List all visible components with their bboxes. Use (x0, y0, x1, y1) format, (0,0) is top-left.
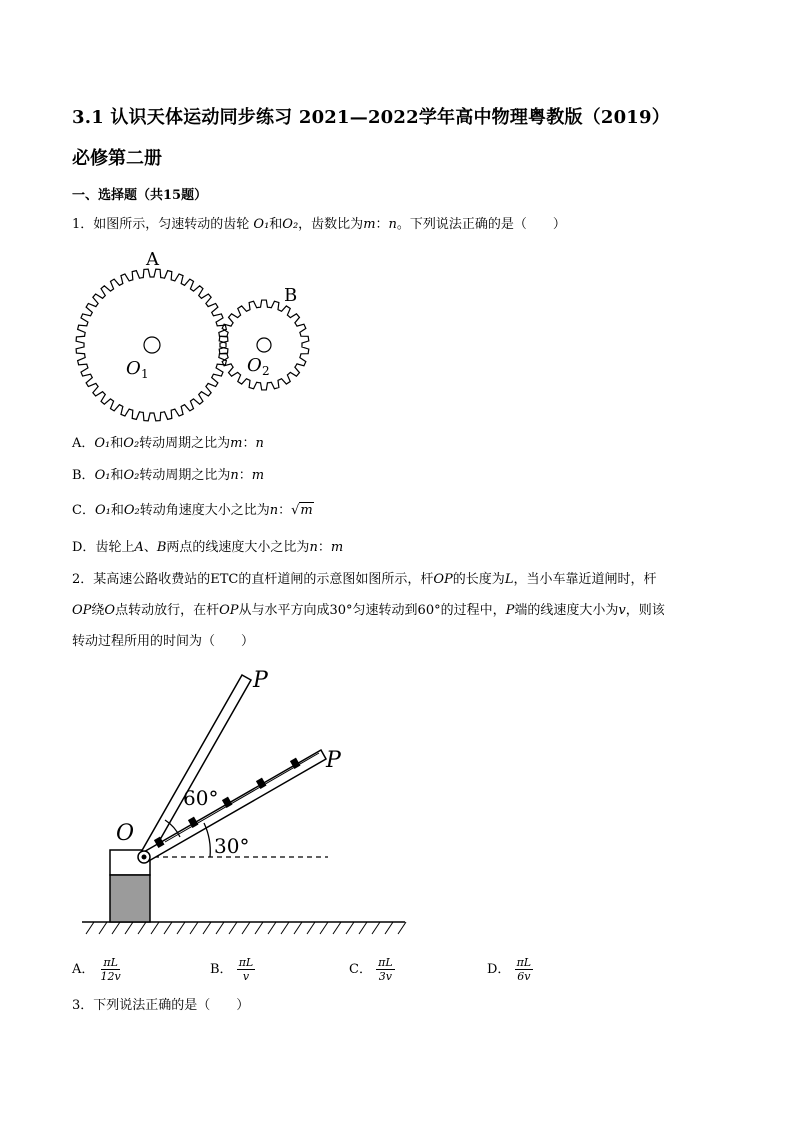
q2-op: OP (433, 572, 453, 587)
question-2-line-2 (72, 600, 665, 622)
q2-text-d: 端的线速度大小为 (514, 603, 619, 618)
q2-P: P (505, 603, 515, 618)
label-o: O (116, 821, 135, 846)
q2-v: v (618, 603, 626, 618)
fraction (237, 956, 256, 983)
opt-text-2: 两点的线速度大小之比为 (166, 540, 310, 555)
q1-o2: O₂ (282, 217, 299, 232)
q1-colon: ： (375, 217, 389, 232)
denominator: 3v (378, 970, 392, 983)
option-letter: C． (72, 503, 95, 518)
q1-option-c[interactable] (72, 501, 314, 521)
numerator: πL (238, 956, 254, 969)
fraction (376, 956, 395, 983)
q2-text-b: 的长度为 (452, 572, 505, 587)
opt-text: 转动角速度大小之比为 (139, 503, 270, 518)
q2-L: L (504, 572, 514, 587)
option-letter: C． (349, 962, 372, 977)
o2-label: O (247, 355, 262, 376)
label-60-degrees: 60° (183, 786, 219, 810)
q2-text: 2．某高速公路收费站的ETC的直杆道闸的示意图如图所示，杆 (72, 572, 434, 587)
opt-colon: ： (242, 436, 256, 451)
opt-and: 和 (110, 468, 124, 483)
numerator: πL (103, 956, 118, 969)
option-letter: D． (72, 540, 96, 555)
question-3: 3．下列说法正确的是（ ） (72, 998, 250, 1013)
numerator: πL (378, 956, 393, 969)
q2-op: OP (219, 603, 239, 618)
opt-text: 齿轮上 (95, 540, 135, 555)
opt-text: 转动周期之比为 (139, 436, 231, 451)
label-p-top: P (253, 668, 268, 693)
q1-mid: ，齿数比为 (298, 217, 364, 232)
gear-a-hub (144, 337, 160, 353)
opt-r2: m (330, 540, 344, 555)
opt-r2: m (300, 503, 313, 518)
ground-hatching (86, 922, 406, 934)
denominator: 12v (100, 970, 121, 983)
q2-text-b: 点转动放行，在杆 (115, 603, 220, 618)
q2-option-c[interactable] (349, 956, 395, 983)
option-letter: A． (72, 962, 95, 977)
gate-post-base (110, 875, 150, 922)
label-30-degrees: 30° (214, 834, 250, 858)
q2-option-d[interactable] (487, 956, 533, 983)
opt-colon: ： (317, 540, 331, 555)
opt-and: 和 (110, 503, 124, 518)
q1-text: 1．如图所示，匀速转动的齿轮 (72, 217, 254, 232)
gear-a-label: A (146, 249, 159, 270)
q1-option-b[interactable] (72, 466, 264, 486)
opt-r1: m (230, 436, 243, 451)
opt-colon: ： (238, 468, 252, 483)
gears-figure (70, 245, 330, 430)
opt-text: 转动周期之比为 (139, 468, 231, 483)
page-title: 3.1 认识天体运动同步练习 2021—2022学年高中物理粤教版（2019） (72, 107, 670, 128)
opt-colon: ： (278, 503, 292, 518)
q2-text: 绕 (91, 603, 105, 618)
opt-o1: O₁ (94, 436, 111, 451)
q2-option-a[interactable] (72, 956, 123, 983)
section-heading: 一、选择题（共15题） (72, 188, 208, 203)
opt-and: 和 (110, 436, 124, 451)
gear-b-label: B (284, 285, 298, 306)
numerator: πL (516, 956, 532, 969)
fraction (515, 956, 534, 983)
q1-suffix: 。下列说法正确的是（ ） (396, 217, 566, 232)
q2-text-c: ，当小车靠近道闸时，杆 (513, 572, 657, 587)
opt-r2: n (255, 436, 264, 451)
gear-b-hub (257, 338, 271, 352)
sqrt-symbol: √m (291, 503, 313, 518)
q2-text-e: ，则该 (625, 603, 665, 618)
opt-b: B (156, 540, 167, 555)
opt-r1: n (230, 468, 239, 483)
page-title-line2: 必修第二册 (72, 148, 162, 169)
barrier-gate-figure (70, 660, 450, 945)
opt-o1: O₁ (94, 503, 111, 518)
opt-o1: O₁ (94, 468, 111, 483)
gear-a (76, 269, 228, 421)
question-2-line-1 (72, 569, 656, 591)
question-2-line-3: 转动过程所用的时间为（ ） (72, 634, 255, 649)
label-p-right: P (326, 748, 341, 773)
q1-m: m (363, 217, 376, 232)
question-1 (72, 214, 566, 236)
opt-r2: m (251, 468, 265, 483)
denominator: 6v (517, 970, 531, 983)
opt-o2: O₂ (123, 436, 140, 451)
pivot-inner (142, 855, 147, 860)
q1-n: n (388, 217, 397, 232)
q2-O: O (104, 603, 116, 618)
q2-text-c: 从与水平方向成30°匀速转动到60°的过程中， (238, 603, 506, 618)
q1-and: 和 (269, 217, 283, 232)
opt-r1: n (309, 540, 318, 555)
option-letter: B． (72, 468, 95, 483)
o1-label: O (126, 358, 141, 379)
opt-o2: O₂ (123, 503, 140, 518)
opt-a: A (134, 540, 144, 555)
opt-r1: n (269, 503, 279, 518)
q1-o1: O₁ (253, 217, 270, 232)
option-letter: A． (72, 436, 95, 451)
opt-o2: O₂ (123, 468, 140, 483)
q2-option-b[interactable] (210, 956, 255, 983)
q2-op: OP (72, 603, 92, 618)
fraction (99, 956, 123, 983)
option-letter: B． (210, 962, 233, 977)
q1-option-a[interactable] (72, 434, 264, 454)
o1-subscript: 1 (141, 367, 149, 381)
denominator: v (242, 970, 250, 983)
o2-subscript: 2 (262, 364, 270, 378)
option-letter: D． (487, 962, 511, 977)
q1-option-d[interactable] (72, 538, 343, 558)
opt-sep: 、 (143, 540, 157, 555)
